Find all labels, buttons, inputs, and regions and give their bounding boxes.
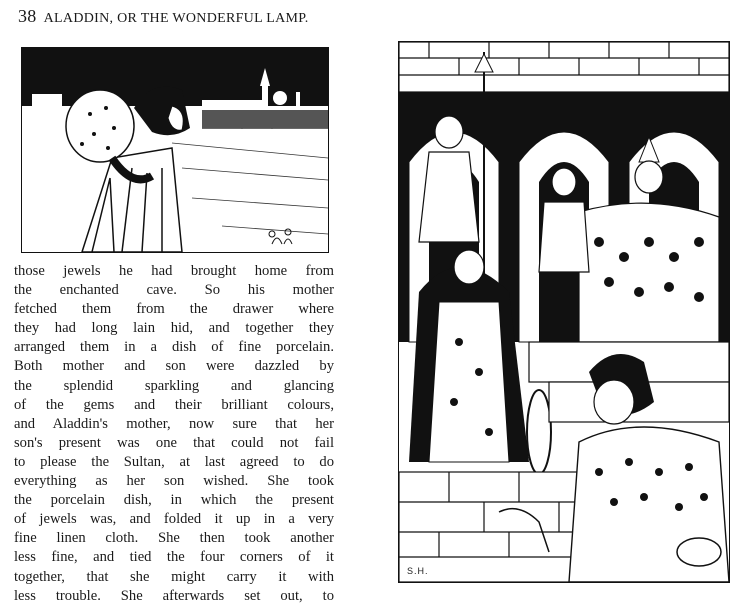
text-line: Both mother and son were dazzled by xyxy=(14,358,334,375)
text-line: to please the Sultan, at last agreed to do xyxy=(14,453,334,470)
page-number: 38 xyxy=(18,6,37,26)
text-line: son's present was one that could not fail xyxy=(14,434,334,451)
text-line: fine linen cloth. She then took another xyxy=(14,530,334,547)
text-line: the enchanted cave. So his mother xyxy=(14,282,334,299)
sultan-court-illustration xyxy=(398,41,730,583)
text-line: and Aladdin's mother, now sure that her xyxy=(14,415,334,432)
body-text xyxy=(14,262,334,606)
book-title: ALADDIN, OR THE WONDERFUL LAMP. xyxy=(43,11,309,26)
illustrator-signature: S.H. xyxy=(407,566,429,576)
text-line: the porcelain dish, in which the present xyxy=(14,492,334,509)
text-line: arranged them in a dish of fine porcelain. xyxy=(14,339,334,356)
text-line: of the gems and their brilliant colours, xyxy=(14,396,334,413)
sultan-court-icon xyxy=(399,42,729,582)
text-line: those jewels he had brought home from xyxy=(14,263,334,279)
text-line: everything as her son wished. She took xyxy=(14,473,334,490)
left-page xyxy=(0,0,360,611)
text-line: the splendid sparkling and glancing xyxy=(14,377,334,394)
text-line: of jewels was, and folded it up in a very xyxy=(14,511,334,528)
text-line: they had long lain hid, and together they xyxy=(14,320,334,337)
text-line: together, that she might carry it with xyxy=(14,568,334,585)
text-line: less fine, and tied the four corners of it xyxy=(14,549,334,566)
text-line: fetched them from the drawer where xyxy=(14,301,334,318)
woman-walking-bundle-icon xyxy=(22,48,328,252)
text-line: less trouble. She afterwards set out, to xyxy=(14,587,334,604)
woman-walking-illustration xyxy=(21,47,329,253)
running-head xyxy=(18,6,348,27)
